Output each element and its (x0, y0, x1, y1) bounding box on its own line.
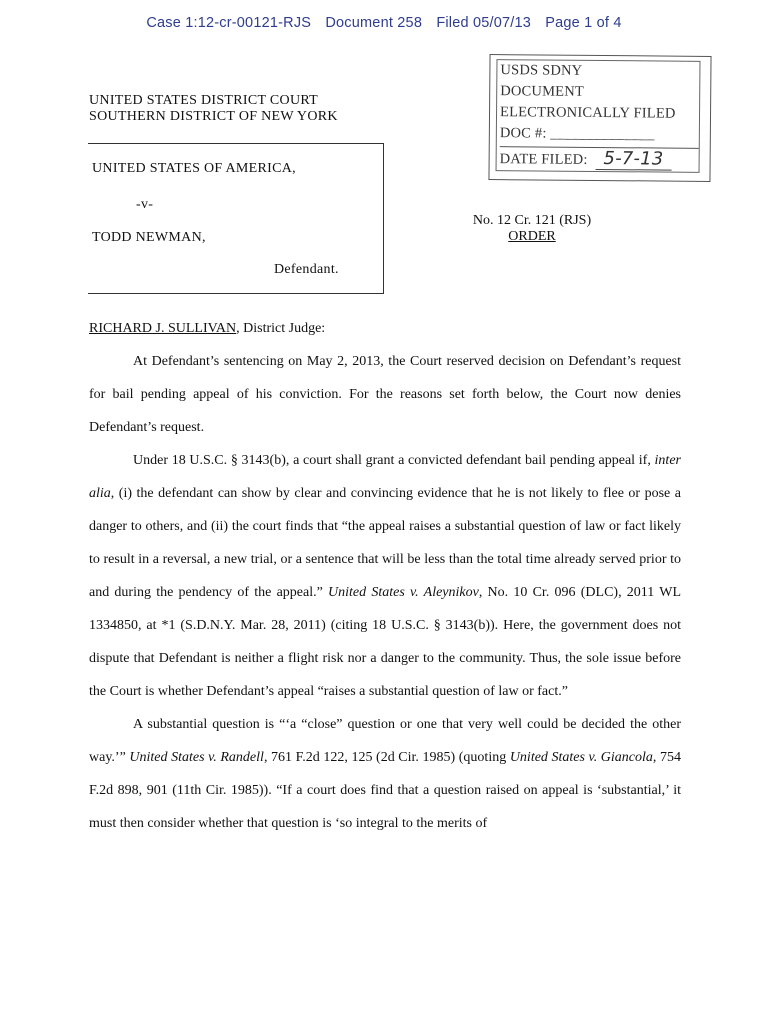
p2-text-c: , (i) the defendant can show by clear and convincing evidence that he is not likely to flee or pose a danger to others, and (ii) the court finds that “the appeal raises a substantial question of law or fact likely to result in a reversal, a new trial, or a sentence that will be less than the total time already served prior to and during the pendency of the appeal.” (89, 486, 681, 600)
p2-citation-aleynikov: United States v. Aleynikov (328, 585, 479, 600)
header-document-number: Document 258 (325, 15, 423, 31)
filing-stamp-inner (496, 59, 701, 173)
stamp-date-label: DATE FILED: (499, 151, 588, 168)
case-number: No. 12 Cr. 121 (RJS) (472, 213, 592, 228)
judge-name: RICHARD J. SULLIVAN (89, 321, 237, 336)
p3-text-e: , 754 F.2d 898, 901 (11th Cir. 1985)). “If a court does find that a question raised on appeal is ‘substantial,’ it must then consider whether that question is ‘so integral to the merits of (89, 750, 682, 831)
paragraph-2 (89, 444, 681, 708)
caption-plaintiff: UNITED STATES OF AMERICA, (92, 161, 296, 176)
p3-citation-giancola: United States v. Giancola (509, 750, 653, 765)
p2-text-e: , No. 10 Cr. 096 (DLC), 2011 WL 1334850, at *1 (S.D.N.Y. Mar. 28, 2011) (citing 18 U.S.C. § 3143(b)). Here, the government does not dispute that Defendant is neither a flight risk nor a danger to the community. Thus, the sole issue before the Court is whether Defendant’s appeal “raises a substantial question of law or fact.” (89, 585, 682, 699)
court-line-2: SOUTHERN DISTRICT OF NEW YORK (89, 109, 338, 124)
p3-citation-randell: United States v. Randell (129, 750, 264, 765)
p3-text-c: , 761 F.2d 122, 125 (2d Cir. 1985) (quoting (263, 750, 510, 765)
stamp-date-handwritten: 5-7-13 (595, 148, 671, 171)
p3-text-a: A substantial question is “‘a “close” question or one that very well could be decided the other way.’” (89, 717, 681, 765)
header-case-number: Case 1:12-cr-00121-RJS (146, 15, 312, 31)
stamp-line-3: ELECTRONICALLY FILED (499, 104, 676, 122)
caption-defendant-role: Defendant. (274, 262, 339, 277)
case-number-block (466, 213, 598, 245)
header-filed-date: Filed 05/07/13 (436, 15, 532, 31)
stamp-line-4: DOC #: ______________ (499, 125, 655, 143)
caption-side-rule (383, 143, 384, 294)
ecf-header (0, 15, 768, 31)
stamp-line-1: USDS SDNY (500, 62, 583, 79)
header-page-number: Page 1 of 4 (545, 15, 622, 31)
judge-line (89, 312, 681, 345)
stamp-line-2: DOCUMENT (500, 83, 585, 100)
order-body (89, 312, 681, 840)
caption-versus: -v- (136, 197, 154, 212)
p2-italic-inter-alia: inter alia (89, 453, 681, 501)
judge-title: , District Judge: (236, 321, 326, 336)
p2-text-a: Under 18 U.S.C. § 3143(b), a court shall grant a convicted defendant bail pending appeal if, (133, 453, 655, 468)
stamp-date-row (500, 146, 699, 172)
document-title: ORDER (508, 229, 556, 244)
paragraph-1: At Defendant’s sentencing on May 2, 2013, the Court reserved decision on Defendant’s request for bail pending appeal of his conviction. For the reasons set forth below, the Court now denies Defendant’s request. (89, 354, 681, 435)
filing-stamp (488, 54, 711, 182)
court-name (89, 93, 338, 125)
caption-defendant: TODD NEWMAN, (92, 230, 206, 245)
caption-bottom-rule (88, 293, 384, 294)
court-line-1: UNITED STATES DISTRICT COURT (89, 93, 319, 108)
case-caption-box (88, 143, 384, 294)
paragraph-3 (89, 708, 681, 840)
caption-top-rule (88, 143, 384, 144)
